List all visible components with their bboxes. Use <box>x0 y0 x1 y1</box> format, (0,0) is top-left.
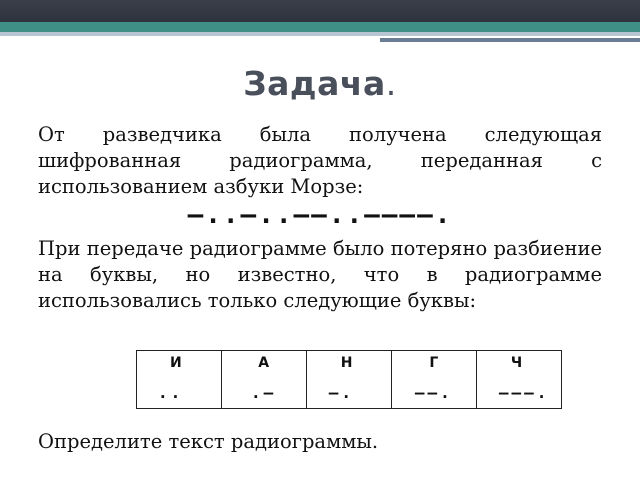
task-paragraph-condition: При передаче радиограмме было потеряно разбиение на буквы, но известно, что в радиограмме использовались только следующие буквы: <box>38 237 602 312</box>
code-cell: .. <box>136 376 221 409</box>
slide-title <box>0 64 640 103</box>
task-paragraph-intro: От разведчика была получена следующая шифрованная радиограмма, переданная с использованием азбуки Морзе: <box>38 123 602 198</box>
header-dark-bar <box>0 0 640 22</box>
task-question: Определите текст радиограммы. <box>38 430 379 453</box>
slide-title-dot: . <box>385 64 397 103</box>
code-cell: .– <box>221 376 306 409</box>
letter-cell: И <box>136 350 221 376</box>
code-cell: –––. <box>476 376 561 409</box>
letter-cell: А <box>221 350 306 376</box>
table-row-letters <box>136 350 562 376</box>
morse-message: –..–..––..––––. <box>187 200 453 230</box>
letter-cell: Н <box>306 350 391 376</box>
code-cell: –. <box>306 376 391 409</box>
letter-cell: Г <box>391 350 476 376</box>
slide-title-text: Задача <box>243 64 386 103</box>
code-cell: ––. <box>391 376 476 409</box>
header-light-band <box>0 32 640 36</box>
morse-code-table <box>136 350 562 409</box>
header-accent-line <box>380 38 640 42</box>
letter-cell: Ч <box>476 350 561 376</box>
table-row-codes <box>136 376 562 409</box>
header-teal-stripe <box>0 22 640 32</box>
